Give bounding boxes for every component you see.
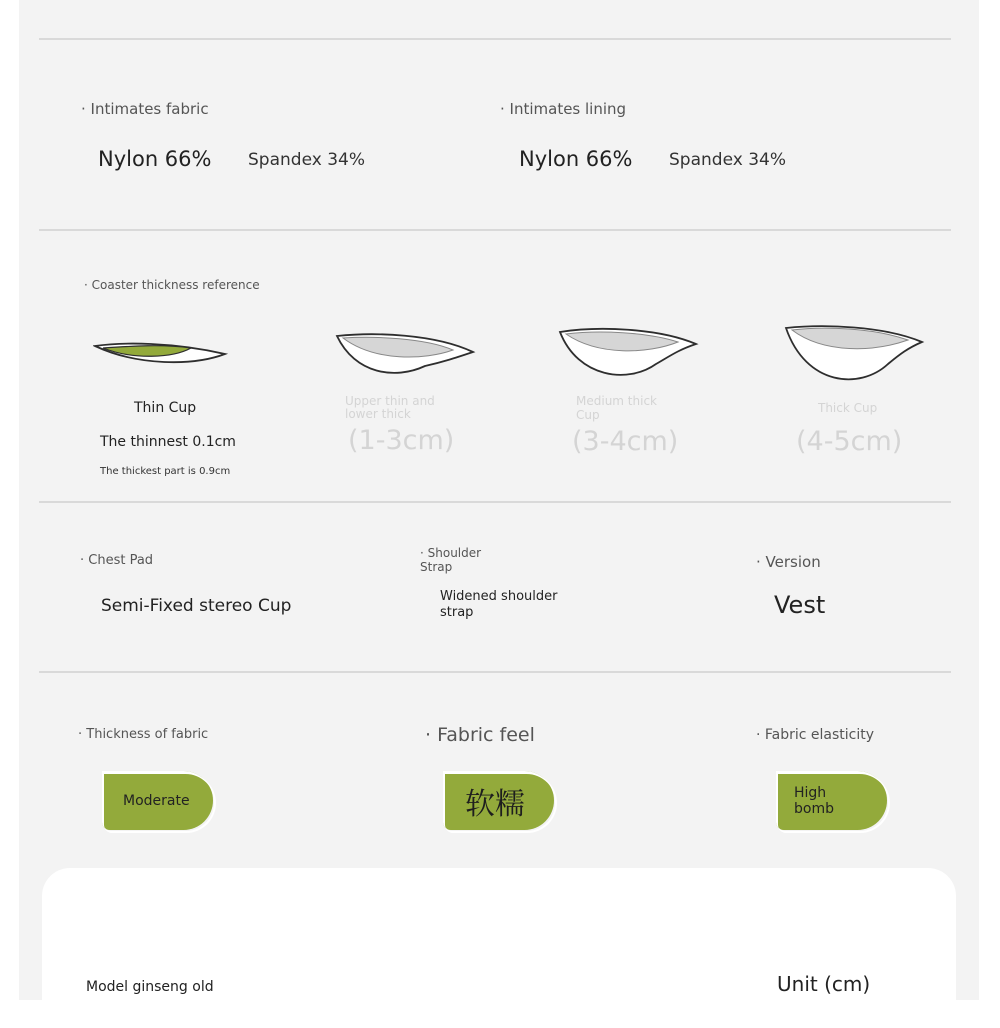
intimates-fabric-label: · Intimates fabric: [81, 100, 209, 118]
upper-thin-cup-name: [345, 395, 435, 421]
divider: [39, 671, 951, 673]
fabric-elasticity-value-line2: bomb: [794, 800, 834, 817]
unit-label: Unit (cm): [777, 972, 871, 996]
version-value: Vest: [774, 591, 826, 619]
thin-cup-thickest: The thickest part is 0.9cm: [100, 466, 231, 477]
intimates-fabric-nylon: Nylon 66%: [98, 147, 212, 171]
size-chart-card: [42, 868, 956, 1028]
product-detail-page: [19, 0, 979, 1000]
medium-cup-icon: [558, 326, 700, 382]
thick-cup-name: Thick Cup: [818, 401, 878, 415]
fabric-elasticity-badge: [776, 771, 887, 830]
intimates-lining-spandex: Spandex 34%: [669, 150, 786, 170]
divider: [39, 501, 951, 503]
shoulder-strap-value: [440, 589, 557, 621]
divider: [39, 38, 951, 40]
shoulder-strap-label-line1: · Shoulder: [420, 546, 482, 560]
fabric-elasticity-label: · Fabric elasticity: [756, 727, 875, 743]
medium-cup-name-line1: Medium thick: [576, 394, 657, 408]
upper-thin-cup-icon: [335, 330, 477, 380]
intimates-lining-label: · Intimates lining: [500, 100, 627, 118]
fabric-feel-badge: [443, 771, 554, 830]
fabric-elasticity-value: [794, 785, 834, 817]
thin-cup-name: Thin Cup: [134, 400, 197, 416]
shoulder-strap-value-line1: Widened shoulder: [440, 589, 558, 604]
upper-thin-cup-name-line1: Upper thin and: [345, 394, 435, 408]
thick-cup-icon: [784, 324, 926, 386]
fabric-elasticity-value-line1: High: [794, 784, 827, 801]
intimates-fabric-spandex: Spandex 34%: [248, 150, 365, 170]
chest-pad-value: Semi-Fixed stereo Cup: [101, 596, 292, 616]
thin-cup-thinnest: The thinnest 0.1cm: [100, 434, 236, 450]
medium-cup-name-line2: Cup: [576, 408, 600, 422]
fabric-thickness-value: Moderate: [123, 792, 190, 809]
shoulder-strap-value-line2: strap: [440, 605, 474, 620]
fabric-feel-value: 软糯: [465, 786, 525, 822]
model-reference-label: Model ginseng old: [86, 979, 214, 995]
chest-pad-label: · Chest Pad: [80, 553, 154, 568]
upper-thin-cup-range: (1-3cm): [348, 425, 455, 456]
thick-cup-range: (4-5cm): [796, 426, 903, 457]
upper-thin-cup-name-line2: lower thick: [345, 407, 411, 421]
medium-cup-range: (3-4cm): [572, 426, 679, 457]
thin-cup-icon: [93, 338, 229, 370]
coaster-thickness-label: · Coaster thickness reference: [84, 278, 260, 292]
medium-cup-name: [576, 394, 657, 422]
fabric-thickness-badge: [102, 771, 213, 830]
fabric-thickness-label: · Thickness of fabric: [78, 727, 209, 742]
divider: [39, 229, 951, 231]
fabric-feel-label: · Fabric feel: [425, 724, 535, 746]
intimates-lining-nylon: Nylon 66%: [519, 147, 633, 171]
shoulder-strap-label: [420, 546, 481, 574]
version-label: · Version: [756, 553, 821, 571]
shoulder-strap-label-line2: Strap: [420, 560, 453, 574]
